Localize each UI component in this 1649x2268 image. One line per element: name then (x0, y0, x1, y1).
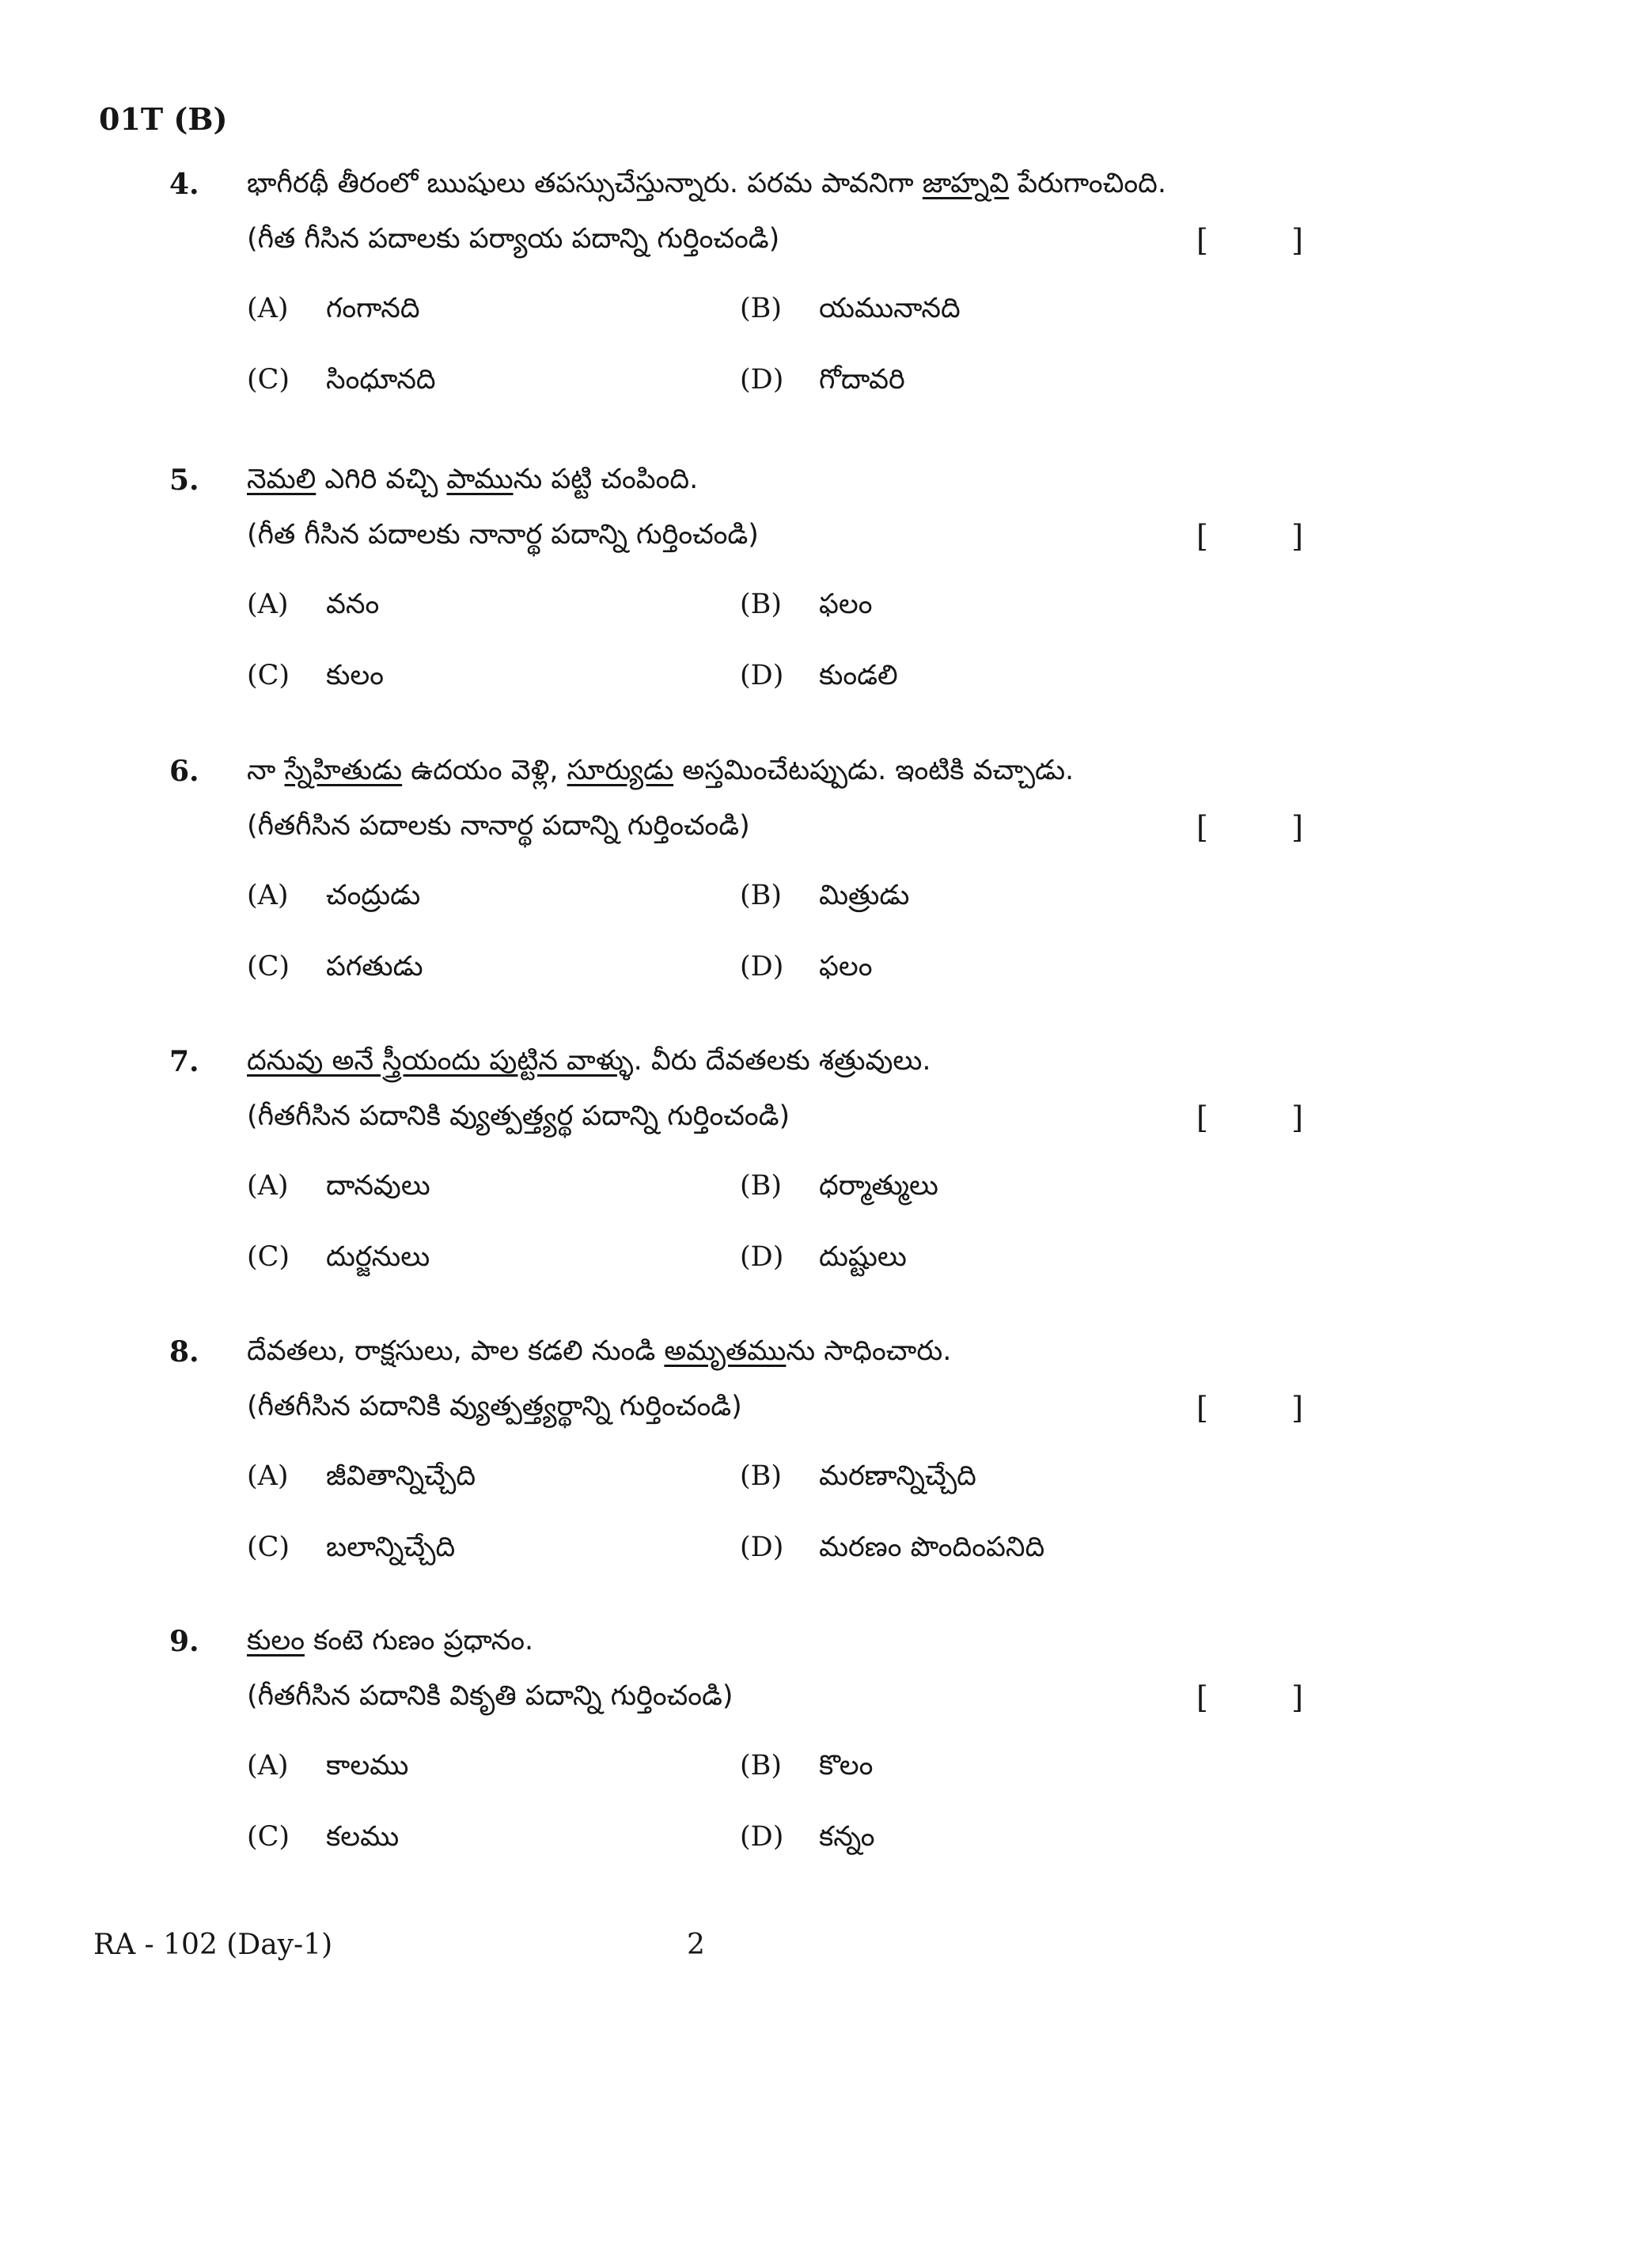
underlined-word: కులం (247, 1625, 305, 1657)
underlined-word: జాహ్నవి (922, 168, 1010, 199)
answer-bracket[interactable]: [ ] (1196, 810, 1303, 845)
question-instruction: (గీతగీసిన పదానికి వ్యుత్పత్త్యర్థ పదాన్ని గుర్తించండి) (247, 1100, 790, 1132)
question-text: దనువు అనే స్త్రీయందు పుట్టిన వాళ్ళు. వీరు దేవతలకు శత్రువులు. (247, 1045, 931, 1077)
question-text: కులం కంటె గుణం ప్రధానం. (247, 1625, 534, 1657)
underlined-word: స్నేహితుడు (284, 755, 403, 786)
underlined-word: నెమలి (247, 464, 317, 495)
option-a[interactable]: (A) వనం (247, 589, 380, 620)
question-7 (0, 1045, 1649, 1306)
footer-paper-code: RA - 102 (Day-1) (93, 1929, 333, 1961)
question-instruction: (గీతగీసిన పదాలకు నానార్థ పదాన్ని గుర్తించండి) (247, 810, 750, 842)
option-c[interactable]: (C) కలము (247, 1821, 400, 1853)
option-a[interactable]: (A) చంద్రుడు (247, 880, 421, 911)
question-number: 9. (169, 1625, 199, 1658)
option-c[interactable]: (C) పగతుడు (247, 951, 423, 983)
option-d[interactable]: (D) గోదావరి (740, 364, 905, 396)
option-a[interactable]: (A) కాలము (247, 1750, 409, 1781)
option-d[interactable]: (D) మరణం పొందింపనిది (740, 1532, 1045, 1563)
option-c[interactable]: (C) కులం (247, 660, 384, 691)
option-b[interactable]: (B) మరణాన్నిచ్చేది (740, 1460, 976, 1492)
underlined-word: పాము (446, 464, 514, 495)
option-b[interactable]: (B) మిత్రుడు (740, 880, 910, 911)
option-b[interactable]: (B) ఫలం (740, 589, 873, 620)
question-number: 5. (169, 464, 199, 497)
underlined-word: అమృతము (664, 1335, 787, 1367)
answer-bracket[interactable]: [ ] (1196, 1100, 1303, 1135)
question-text: భాగీరథీ తీరంలో ఋషులు తపస్సుచేస్తున్నారు. పరమ పావనిగా జాహ్నవి పేరుగాంచింది. (247, 168, 1167, 199)
answer-bracket[interactable]: [ ] (1196, 1391, 1303, 1426)
question-instruction: (గీత గీసిన పదాలకు పర్యాయ పదాన్ని గుర్తించండి) (247, 223, 780, 255)
option-a[interactable]: (A) గంగానది (247, 293, 420, 324)
page-number: 2 (687, 1929, 705, 1961)
question-number: 8. (169, 1335, 199, 1369)
question-5 (0, 464, 1649, 725)
option-b[interactable]: (B) కొలం (740, 1750, 874, 1781)
option-d[interactable]: (D) కుండలి (740, 660, 898, 691)
underlined-word: దనువు అనే స్త్రీయందు పుట్టిన వాళ్ళు (247, 1045, 634, 1077)
question-4 (0, 168, 1649, 429)
question-6 (0, 755, 1649, 1016)
option-b[interactable]: (B) ధర్మాత్ములు (740, 1170, 938, 1202)
question-text: నెమలి ఎగిరి వచ్చి పామును పట్టి చంపింది. (247, 464, 699, 495)
question-text: నా స్నేహితుడు ఉదయం వెళ్లి, సూర్యుడు అస్తమించేటప్పుడు. ఇంటికి వచ్చాడు. (247, 755, 1075, 786)
option-d[interactable]: (D) కన్నం (740, 1821, 875, 1853)
option-c[interactable]: (C) బలాన్నిచ్చేది (247, 1532, 456, 1563)
question-instruction: (గీతగీసిన పదానికి వ్యుత్పత్త్యర్థాన్ని గుర్తించండి) (247, 1391, 742, 1422)
option-b[interactable]: (B) యమునానది (740, 293, 961, 324)
answer-bracket[interactable]: [ ] (1196, 223, 1303, 258)
question-9 (0, 1625, 1649, 1886)
option-a[interactable]: (A) దానవులు (247, 1170, 430, 1202)
option-a[interactable]: (A) జీవితాన్నిచ్చేది (247, 1460, 476, 1492)
paper-code: 01T (B) (99, 101, 228, 137)
question-text: దేవతలు, రాక్షసులు, పాల కడలి నుండి అమృతమును సాధించారు. (247, 1335, 952, 1367)
answer-bracket[interactable]: [ ] (1196, 1680, 1303, 1715)
underlined-word: సూర్యుడు (567, 755, 674, 786)
option-c[interactable]: (C) దుర్జనులు (247, 1241, 430, 1273)
question-instruction: (గీతగీసిన పదానికి వికృతి పదాన్ని గుర్తించండి) (247, 1680, 734, 1712)
answer-bracket[interactable]: [ ] (1196, 519, 1303, 554)
question-number: 7. (169, 1045, 199, 1078)
question-number: 6. (169, 755, 199, 788)
question-8 (0, 1335, 1649, 1596)
option-d[interactable]: (D) ఫలం (740, 951, 873, 983)
option-d[interactable]: (D) దుష్టులు (740, 1241, 907, 1273)
question-instruction: (గీత గీసిన పదాలకు నానార్థ పదాన్ని గుర్తించండి) (247, 519, 759, 551)
option-c[interactable]: (C) సింధూనది (247, 364, 436, 396)
question-number: 4. (169, 168, 199, 201)
